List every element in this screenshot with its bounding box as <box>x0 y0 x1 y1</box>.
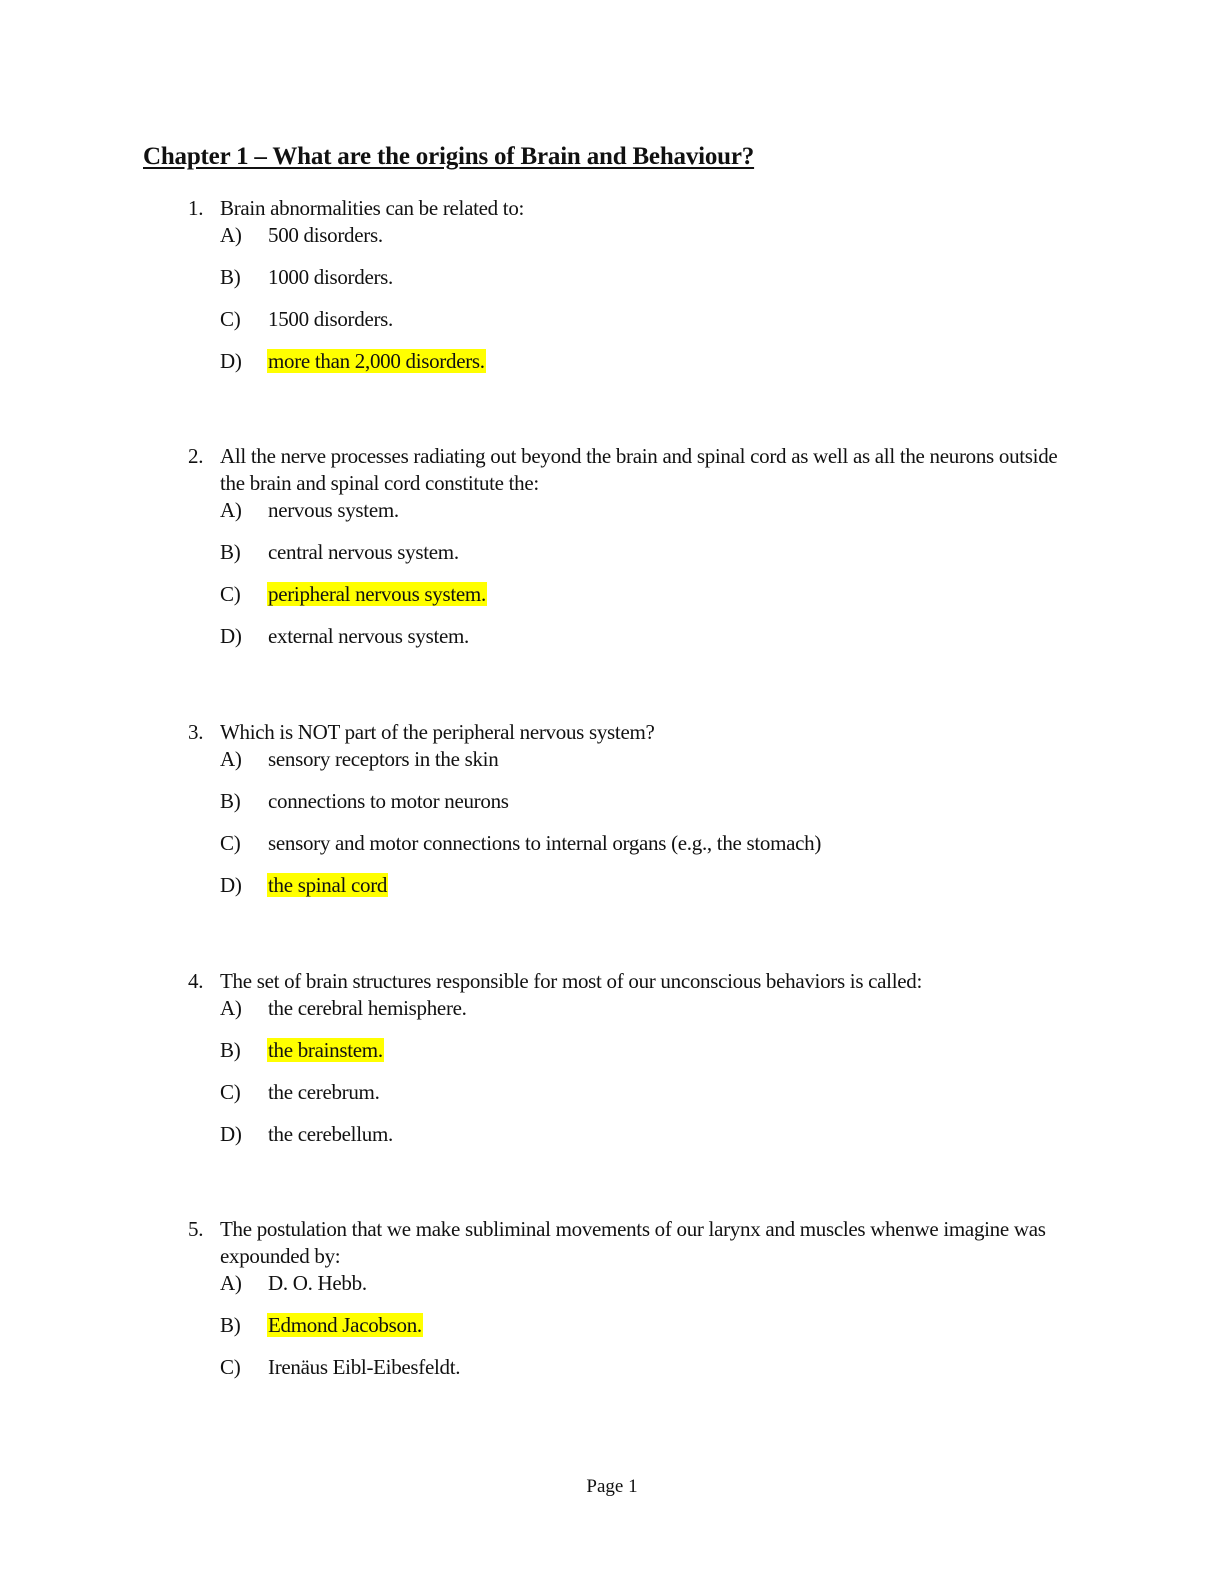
option-letter: B) <box>220 789 241 813</box>
option-text: sensory receptors in the skin <box>268 747 499 771</box>
option-text: Irenäus Eibl-Eibesfeldt. <box>268 1355 461 1379</box>
answer-option <box>188 539 1068 581</box>
highlighted-answer: Edmond Jacobson. <box>268 1313 422 1337</box>
option-letter: C) <box>220 831 241 855</box>
option-text: the cerebrum. <box>268 1080 380 1104</box>
question-text: The postulation that we make subliminal movements of our larynx and muscles whenwe imagine was expounded by: <box>220 1217 1046 1268</box>
answer-option <box>188 995 1068 1037</box>
question-5 <box>188 1216 1068 1396</box>
option-text: the cerebral hemisphere. <box>268 996 467 1020</box>
option-text: D. O. Hebb. <box>268 1271 367 1295</box>
highlighted-answer: the spinal cord <box>268 873 388 897</box>
answer-option <box>188 1354 1068 1396</box>
answer-option <box>188 222 1068 264</box>
option-text: 1000 disorders. <box>268 265 393 289</box>
highlighted-answer: the brainstem. <box>268 1038 383 1062</box>
question-stem <box>188 443 1068 497</box>
option-text: external nervous system. <box>268 624 469 648</box>
answer-option-correct <box>188 872 1068 914</box>
question-stem <box>188 968 1068 995</box>
answer-option <box>188 264 1068 306</box>
option-text: connections to motor neurons <box>268 789 509 813</box>
option-letter: D) <box>220 873 242 897</box>
answer-option <box>188 830 1068 872</box>
option-letter: C) <box>220 1080 241 1104</box>
question-1 <box>188 195 1068 390</box>
option-letter: C) <box>220 582 241 606</box>
question-stem <box>188 1216 1068 1270</box>
question-number: 1. <box>188 196 204 220</box>
answer-option <box>188 623 1068 665</box>
question-number: 5. <box>188 1217 204 1241</box>
question-4 <box>188 968 1068 1163</box>
option-text: nervous system. <box>268 498 399 522</box>
answer-option <box>188 497 1068 539</box>
page-number: Page 1 <box>586 1476 638 1497</box>
option-letter: D) <box>220 624 242 648</box>
question-number: 2. <box>188 444 204 468</box>
answer-option <box>188 1079 1068 1121</box>
answer-option <box>188 746 1068 788</box>
option-text: sensory and motor connections to internal organs (e.g., the stomach) <box>268 831 822 855</box>
option-letter: D) <box>220 1122 242 1146</box>
option-letter: A) <box>220 223 242 247</box>
question-number: 4. <box>188 969 204 993</box>
answer-option <box>188 1121 1068 1163</box>
option-letter: C) <box>220 1355 241 1379</box>
answer-option-correct <box>188 348 1068 390</box>
answer-option <box>188 306 1068 348</box>
option-letter: D) <box>220 349 242 373</box>
option-letter: B) <box>220 265 241 289</box>
question-2 <box>188 443 1068 665</box>
option-text: 500 disorders. <box>268 223 383 247</box>
option-letter: A) <box>220 747 242 771</box>
question-text: Which is NOT part of the peripheral nervous system? <box>220 720 655 744</box>
answer-option-correct <box>188 1037 1068 1079</box>
answer-option-correct <box>188 581 1068 623</box>
option-letter: A) <box>220 996 242 1020</box>
answer-option <box>188 788 1068 830</box>
option-letter: A) <box>220 498 242 522</box>
answer-option <box>188 1270 1068 1312</box>
question-stem <box>188 719 1068 746</box>
option-text: the cerebellum. <box>268 1122 393 1146</box>
question-3 <box>188 719 1068 914</box>
option-letter: B) <box>220 1313 241 1337</box>
question-stem <box>188 195 1068 222</box>
option-letter: A) <box>220 1271 242 1295</box>
highlighted-answer: peripheral nervous system. <box>268 582 486 606</box>
question-text: Brain abnormalities can be related to: <box>220 196 525 220</box>
question-number: 3. <box>188 720 204 744</box>
option-letter: B) <box>220 540 241 564</box>
page-title: Chapter 1 – What are the origins of Brain and Behaviour? <box>143 143 755 170</box>
question-text: The set of brain structures responsible for most of our unconscious behaviors is called: <box>220 969 923 993</box>
option-letter: C) <box>220 307 241 331</box>
answer-option-correct <box>188 1312 1068 1354</box>
option-letter: B) <box>220 1038 241 1062</box>
option-text: central nervous system. <box>268 540 459 564</box>
option-text: 1500 disorders. <box>268 307 393 331</box>
question-text: All the nerve processes radiating out beyond the brain and spinal cord as well as all the neurons outside the brain and spinal cord constitute the: <box>220 444 1058 495</box>
highlighted-answer: more than 2,000 disorders. <box>268 349 485 373</box>
